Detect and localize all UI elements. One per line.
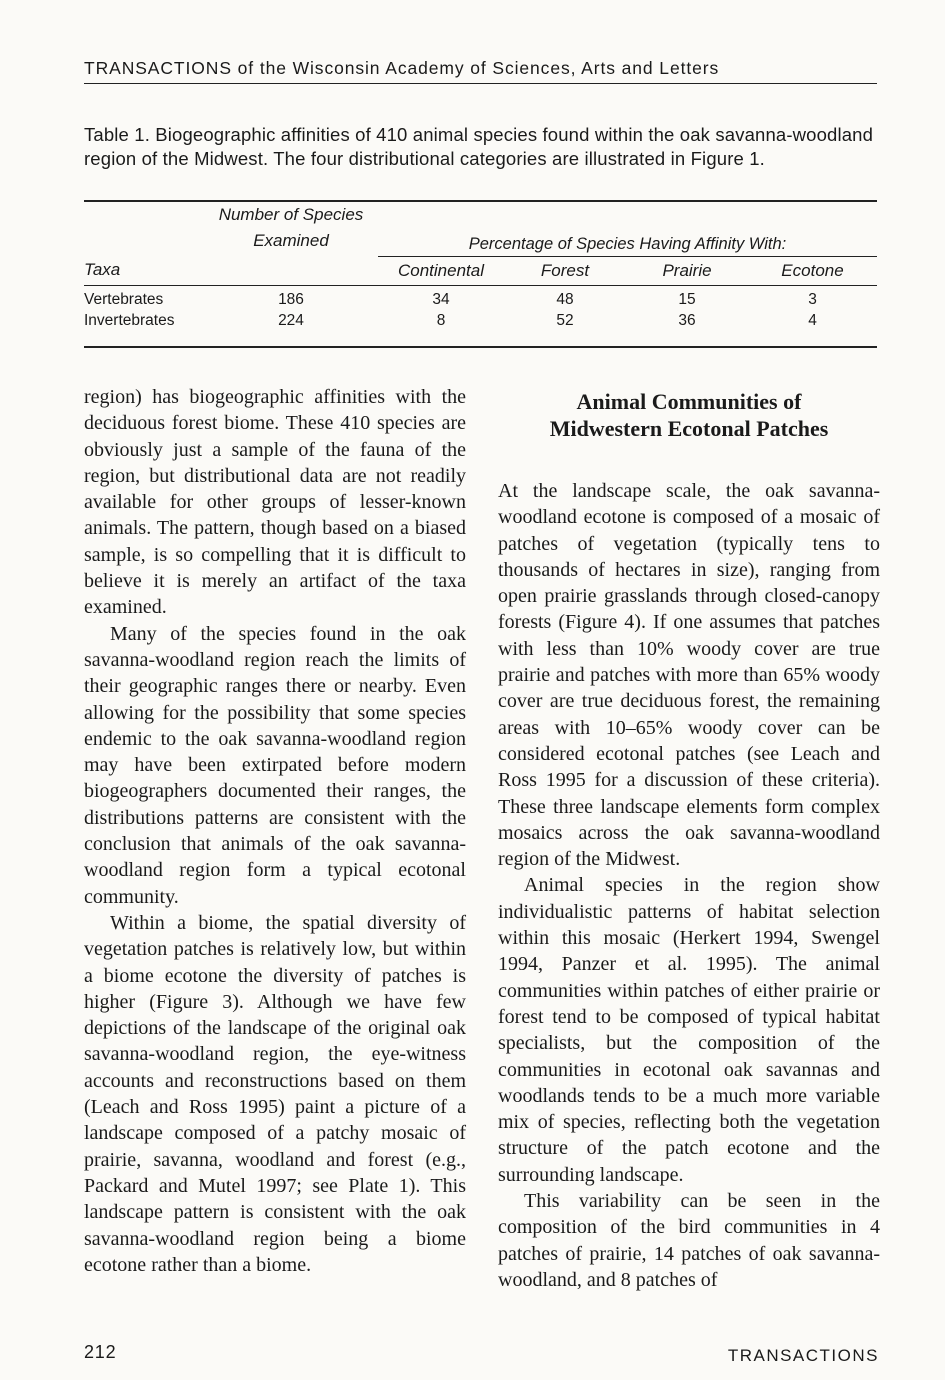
header-forest: Forest — [504, 256, 626, 285]
cell-taxa: Vertebrates — [84, 291, 164, 308]
paragraph: Animal species in the region show individualistic patterns of habitat selection within this mosaic (Herkert 1994, Swengel 1994, Panzer et al. 1995). The animal communities within patches of either prairie or forest tend to be composed of typical habitat specialists, but the composition of the communities in ecotonal oak savannas and woodlands tends to be a much more variable mix of species, reflecting both the vegetation structure of the patch ecotone and the surrounding landscape. — [498, 874, 880, 1186]
paragraph: Many of the species found in the oak savanna-woodland region reach the limits of their geographic ranges there or nearby. Even allowing for the possibility that some species endemic to the oak savanna-woodland region may have been extirpated before modern biogeographers documented their ranges, the distributions patterns are consistent with the conclusion that animals of the oak savanna-woodland region form a typical ecotonal community. — [84, 622, 466, 908]
header-number-of-species: Number of Species Examined — [218, 205, 364, 250]
footer-journal: TRANSACTIONS — [727, 1346, 879, 1365]
paragraph: Within a biome, the spatial diversity of vegetation patches is relatively low, but within a biome ecotone the diversity of patches is higher (Figure 3). Although we have few depictions of the landscape of the original oak savanna-woodland region, the eye-witness accounts and reconstructions based on them (Leach and Ross 1995) paint a picture of a landscape composed of a patchy mosaic of prairie, savanna, woodland and forest (e.g., Packard and Mutel 1997; see Plate 1). This landscape pattern is consistent with the oak savanna-woodland region being a biome ecotone rather than a biome. — [84, 911, 466, 1276]
right-column — [498, 384, 880, 1293]
cell-prairie: 36 — [678, 312, 696, 329]
cell-prairie: 15 — [678, 291, 696, 308]
cell-number: 186 — [278, 291, 304, 308]
paragraph: At the landscape scale, the oak savanna-woodland ecotone is composed of a mosaic of patches of vegetation (typically tens to thousands of hectares in size), ranging from open prairie grasslands through closed-canopy forests (Figure 4). If one assumes that patches with less than 10% woody cover are true prairie and patches with more than 65% woody cover are true deciduous forest, the remaining areas with 10–65% woody cover can be considered ecotonal patches (see Leach and Ross 1995 for a discussion of these criteria). These three landscape elements form complex mosaics across the oak savanna-woodland region of the Midwest. — [498, 480, 880, 871]
table-row — [84, 285, 877, 311]
paragraph: This variability can be seen in the composition of the bird communities in 4 patches of prairie, 14 patches of oak savanna-woodland, and 8 patches of — [498, 1190, 880, 1291]
header-number-line — [204, 201, 378, 256]
affinity-table — [84, 200, 877, 348]
heading-line: Midwestern Ecotonal Patches — [549, 416, 829, 441]
header-continental: Continental — [378, 256, 504, 285]
cell-forest: 48 — [556, 291, 574, 308]
cell-continental: 34 — [432, 291, 450, 308]
header-taxa: Taxa — [84, 256, 204, 285]
heading-line: Animal Communities of — [576, 389, 802, 414]
section-heading — [498, 388, 880, 442]
header-prairie: Prairie — [626, 256, 748, 285]
cell-taxa: Invertebrates — [84, 312, 175, 329]
left-column — [84, 384, 466, 1278]
cell-number: 224 — [278, 312, 304, 329]
cell-continental: 8 — [436, 312, 446, 329]
paragraph: region) has biogeographic affinities with the deciduous forest biome. These 410 species are obviously just a sample of the fauna of the region, but distributional data are not readily available for other groups of lesser-known animals. The pattern, though based on a biased sample, is so compelling that it is difficult to believe it is merely an artifact of the taxa examined. — [84, 386, 466, 619]
table-row — [84, 311, 877, 347]
running-head: TRANSACTIONS of the Wisconsin Academy of Sciences, Arts and Letters — [84, 58, 877, 84]
page-number: 212 — [84, 1342, 117, 1362]
cell-forest: 52 — [556, 312, 574, 329]
cell-ecotone: 4 — [808, 312, 817, 329]
table-caption: Table 1. Biogeographic affinities of 410 animal species found within the oak savanna-woodland region of the Midwest. The four distributional categories are illustrated in Figure 1. — [84, 124, 874, 169]
cell-ecotone: 3 — [808, 291, 817, 308]
header-ecotone: Ecotone — [748, 256, 877, 285]
header-affinity: Percentage of Species Having Affinity With: — [378, 201, 877, 256]
